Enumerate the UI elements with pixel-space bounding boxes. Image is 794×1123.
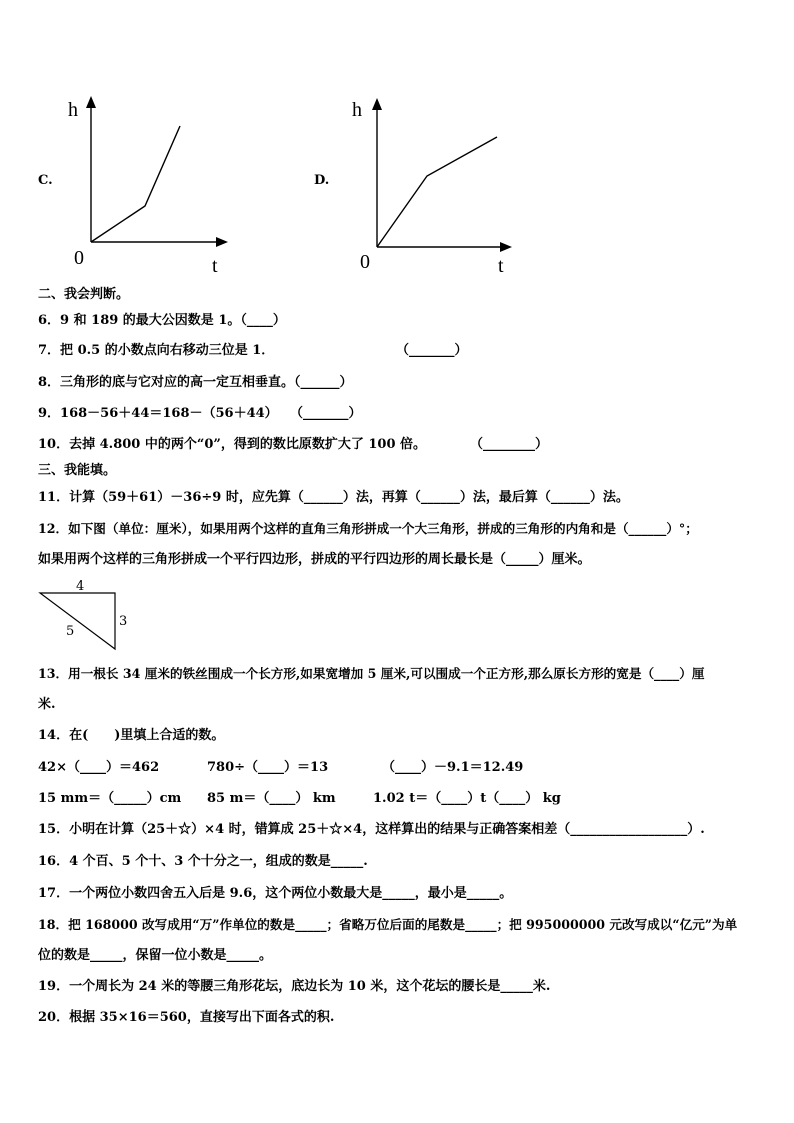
- graph-c: [62, 92, 242, 277]
- question-13-line1: 13．用一根长 34 厘米的铁丝围成一个长方形,如果宽增加 5 厘米,可以围成一个正方形,那么原长方形的宽是（____）厘: [38, 666, 705, 681]
- graph-c-x-label: t: [212, 255, 218, 277]
- graph-d-origin: 0: [360, 251, 370, 273]
- question-14-row2-item1: 15 mm＝（_____）cm: [38, 791, 182, 806]
- triangle-label-top: 4: [76, 579, 85, 594]
- graph-d-line: [377, 137, 497, 247]
- question-19: 19．一个周长为 24 米的等腰三角形花坛，底边长为 10 米，这个花坛的腰长是_____米.: [38, 979, 551, 994]
- question-10-blank: （________）: [470, 437, 549, 452]
- question-7-blank: （_______）: [396, 343, 468, 358]
- question-11: 11．计算（59＋61）－36÷9 时，应先算（______）法，再算（______）法，最后算（______）法。: [38, 490, 629, 505]
- question-9-blank: （_______）: [290, 406, 362, 421]
- question-18-line2: 位的数是_____，保留一位小数是_____。: [38, 948, 273, 963]
- question-7: 7．把 0.5 的小数点向右移动三位是 1．: [38, 343, 275, 358]
- graph-d-x-arrow: [500, 242, 512, 252]
- question-10: 10．去掉 4.800 中的两个“0”，得到的数比原数扩大了 100 倍。: [38, 437, 427, 452]
- triangle-label-hyp: 5: [66, 624, 75, 639]
- question-14: 14．在( )里填上合适的数。: [38, 728, 225, 743]
- question-14-row2-item3: 1.02 t＝（____）t（____） kg: [373, 791, 561, 806]
- triangle-label-right: 3: [119, 614, 128, 629]
- question-16: 16．4 个百、5 个十、3 个十分之一，组成的数是_____.: [38, 854, 368, 869]
- question-17: 17．一个两位小数四舍五入后是 9.6，这个两位小数最大是_____，最小是_____。: [38, 886, 513, 901]
- graph-c-y-arrow: [86, 96, 96, 108]
- question-8: 8．三角形的底与它对应的高一定互相垂直。（______）: [38, 375, 353, 390]
- question-14-row2-item2: 85 m＝（____） km: [207, 791, 336, 806]
- right-triangle-figure: [36, 578, 146, 654]
- question-20: 20．根据 35×16＝560，直接写出下面各式的积.: [38, 1010, 335, 1025]
- graph-d: [348, 92, 528, 277]
- graph-c-origin: 0: [74, 247, 84, 269]
- question-14-row1-item2: 780÷（____）＝13: [207, 760, 329, 775]
- graph-d-x-label: t: [498, 255, 504, 277]
- section-title-fill: 三、我能填。: [38, 463, 117, 478]
- graph-c-x-arrow: [216, 237, 228, 247]
- question-14-row1-item1: 42×（____）＝462: [38, 760, 160, 775]
- graph-d-y-arrow: [372, 98, 382, 110]
- section-title-judge: 二、我会判断。: [38, 287, 130, 302]
- question-9: 9．168－56＋44＝168－（56＋44）: [38, 406, 278, 421]
- option-c-label: C.: [38, 173, 53, 188]
- option-d-label: D.: [314, 173, 330, 188]
- graph-d-y-label: h: [352, 99, 362, 121]
- graph-c-line: [91, 126, 180, 242]
- right-triangle: [40, 593, 115, 649]
- graph-c-y-label: h: [68, 99, 78, 121]
- question-12-line2: 如果用两个这样的三角形拼成一个平行四边形，拼成的平行四边形的周长最长是（_____）厘米。: [38, 552, 591, 567]
- question-13-line2: 米.: [38, 697, 56, 712]
- question-12-line1: 12．如下图（单位：厘米），如果用两个这样的直角三角形拼成一个大三角形，拼成的三角形的内角和是（______）°；: [38, 521, 698, 536]
- question-6: 6．9 和 189 的最大公因数是 1。（____）: [38, 313, 286, 328]
- question-18-line1: 18．把 168000 改写成用“万”作单位的数是_____；省略万位后面的尾数是_____；把 995000000 元改写成以“亿元”为单: [38, 917, 738, 932]
- question-15: 15．小明在计算（25＋☆）×4 时，错算成 25＋☆×4，这样算出的结果与正确答案相差（__________________）.: [38, 822, 705, 837]
- question-14-row1-item3: （____）－9.1＝12.49: [382, 760, 524, 775]
